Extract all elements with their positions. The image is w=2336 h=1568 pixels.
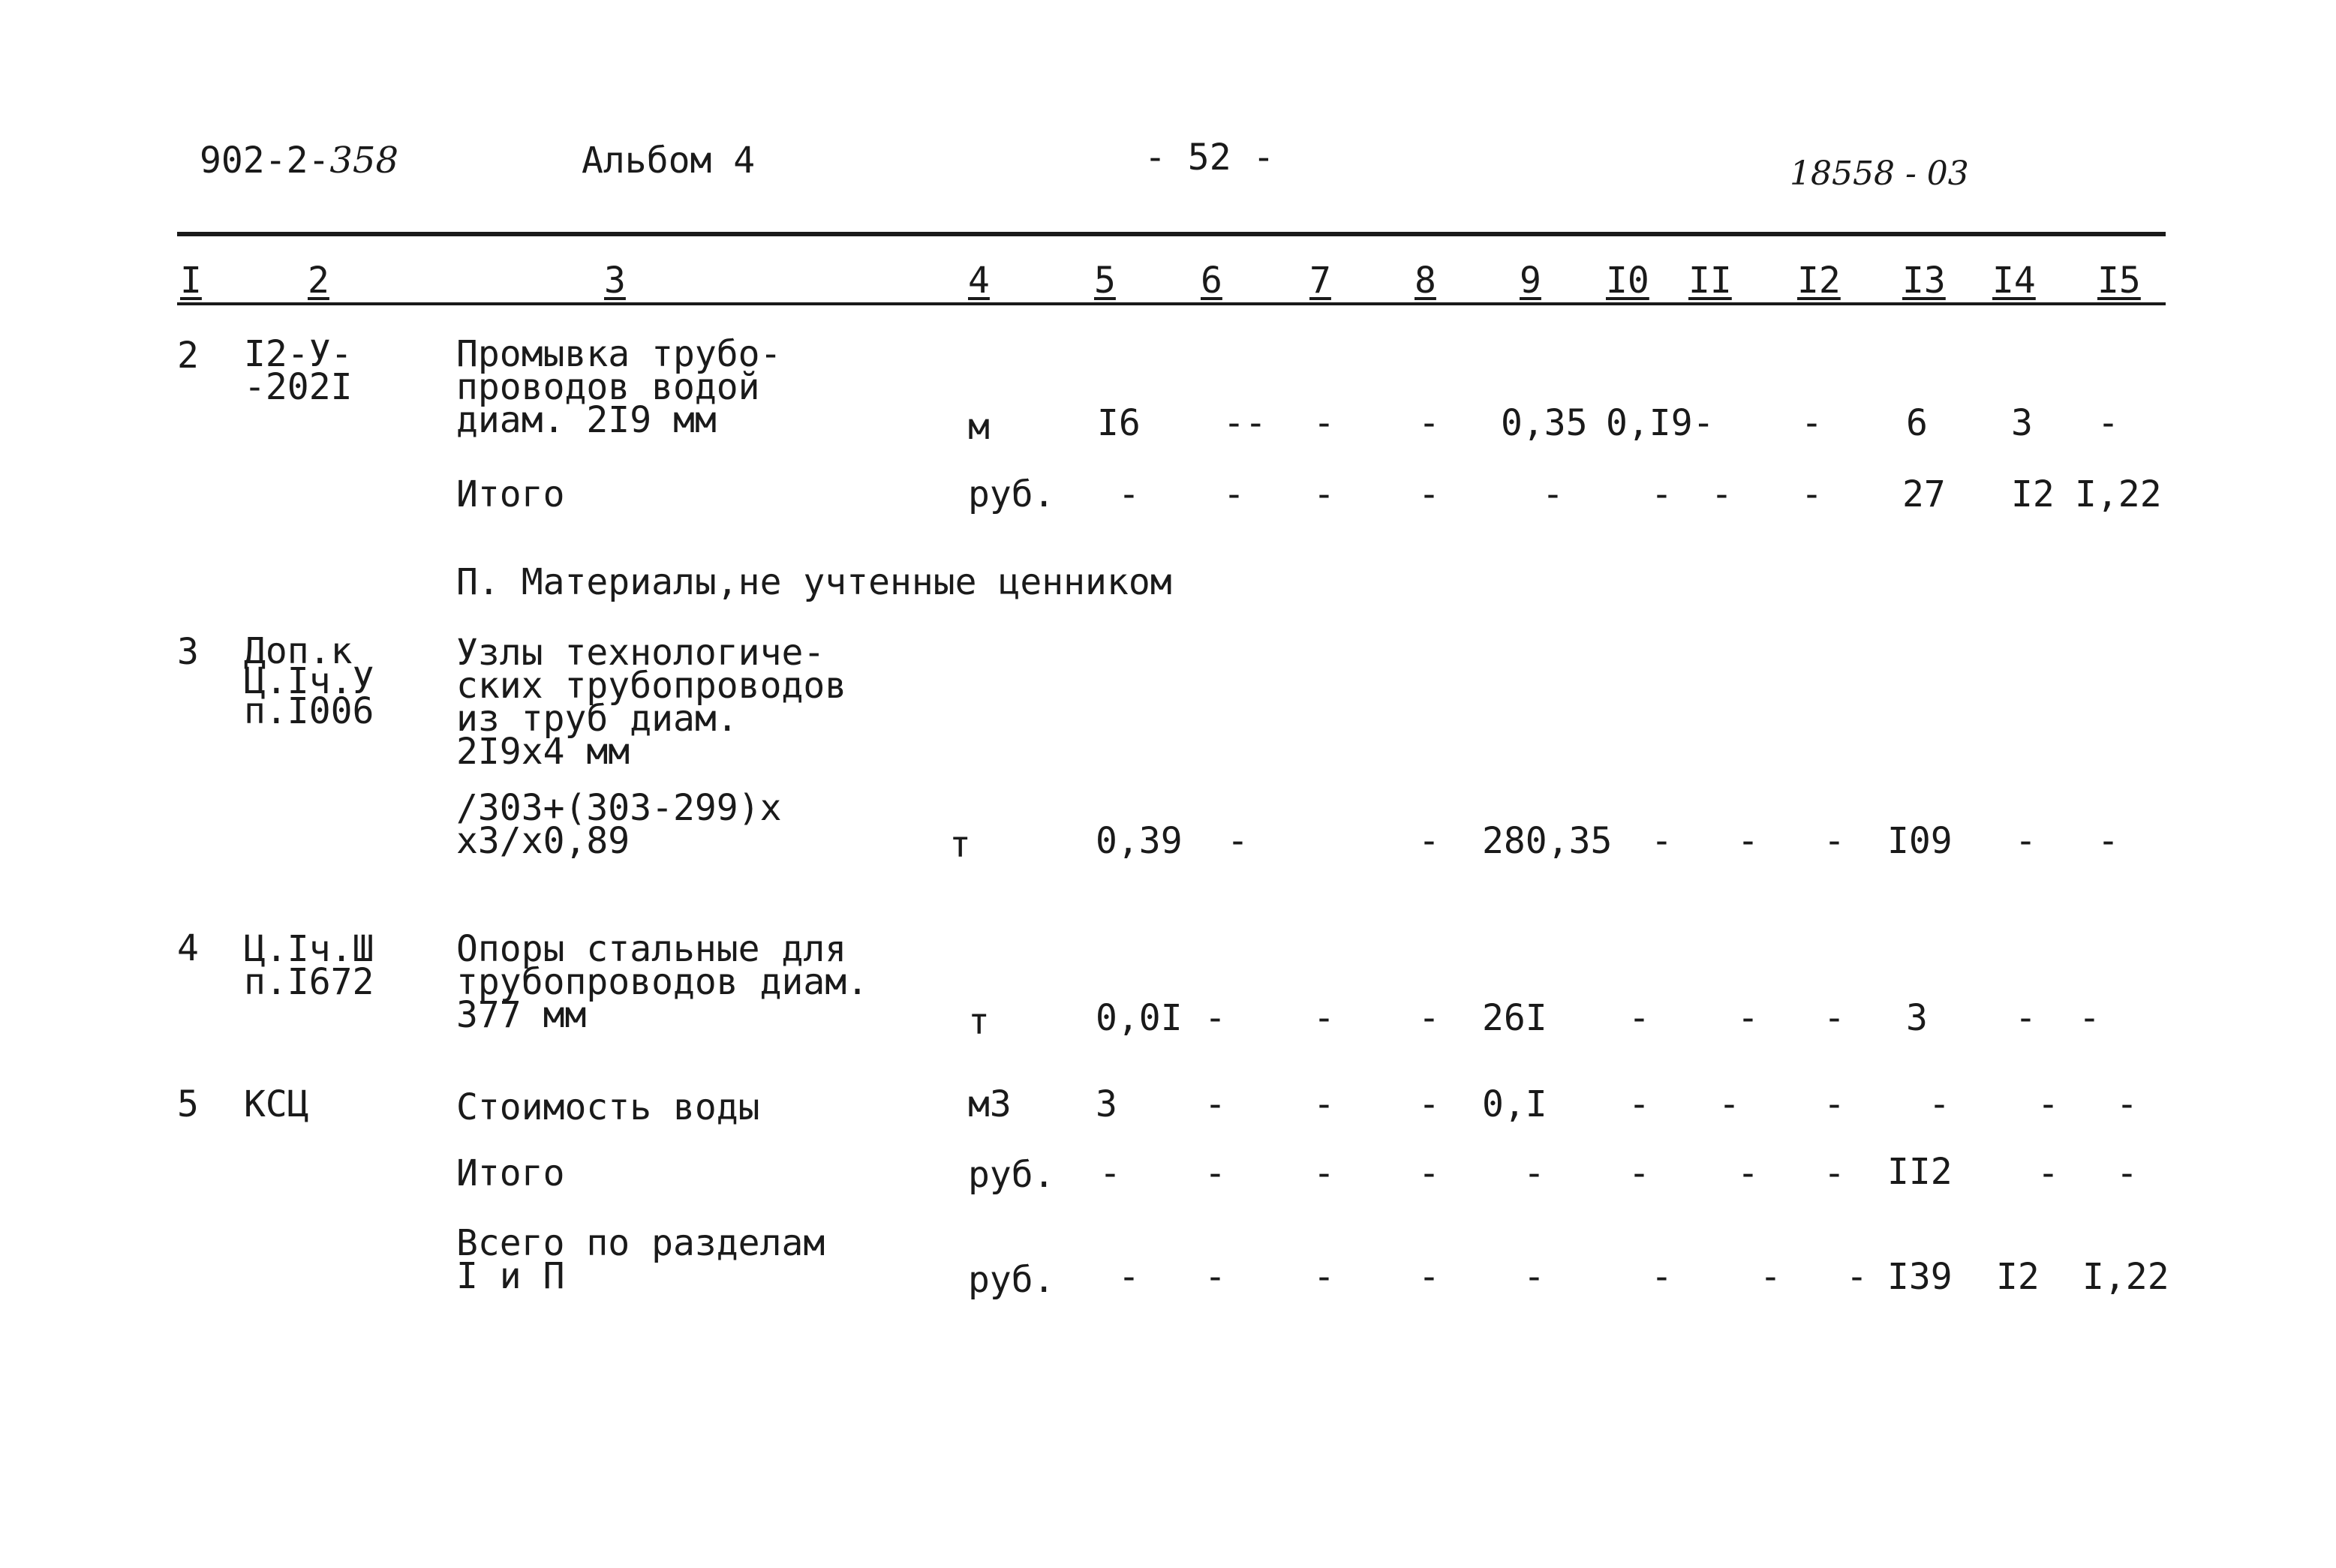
cell-13: I09 bbox=[1887, 820, 1953, 862]
cell-9: - bbox=[1542, 473, 1564, 515]
cell-13: 3 bbox=[1906, 997, 1928, 1039]
page-number: - 52 - bbox=[1144, 137, 1275, 179]
unit: м bbox=[968, 406, 990, 448]
row-number: 4 bbox=[177, 927, 199, 969]
cell-12: - bbox=[1801, 473, 1823, 515]
cell-13: - bbox=[1929, 1083, 1950, 1125]
cell-13: I39 bbox=[1887, 1256, 1953, 1298]
top-rule bbox=[177, 232, 2166, 236]
doc-code-prefix: 902-2- bbox=[200, 140, 330, 182]
col-header-1: I bbox=[180, 260, 202, 302]
cell-10: - bbox=[1651, 820, 1673, 862]
cell-14: - bbox=[2037, 1083, 2059, 1125]
cell-14: 3 bbox=[2011, 402, 2033, 444]
unit: т bbox=[968, 1001, 990, 1043]
cell-7: - bbox=[1313, 473, 1335, 515]
cell-8: - bbox=[1418, 997, 1440, 1039]
cell-6: - bbox=[1223, 473, 1245, 515]
cell-8: - bbox=[1418, 1083, 1440, 1125]
cell-15: - bbox=[2116, 1152, 2138, 1194]
col-header-4: 4 bbox=[968, 260, 990, 302]
cell-9: 0,35 bbox=[1501, 402, 1588, 444]
cell-9: 26I bbox=[1482, 997, 1547, 1039]
cell-12: - bbox=[1823, 1152, 1845, 1194]
cell-11: - bbox=[1737, 1152, 1759, 1194]
cell-5: - bbox=[1099, 1152, 1121, 1194]
cell-11: - bbox=[1737, 820, 1759, 862]
item-name: Узлы технологиче- ских трубопроводов из труб диам. 2I9x4 мм bbox=[456, 632, 847, 773]
unit: руб. bbox=[968, 473, 1055, 515]
cell-10: - bbox=[1651, 1256, 1673, 1298]
cell-13: 27 bbox=[1902, 473, 1946, 515]
row-number: 3 bbox=[177, 631, 199, 673]
calculation-formula: /303+(303-299)x x3/x0,89 bbox=[456, 787, 782, 862]
item-name: Опоры стальные для трубопроводов диам. 377 мм bbox=[456, 928, 869, 1036]
price-code: Доп.к Ц.Iч.У п.I006 bbox=[244, 630, 374, 732]
doc-code bbox=[200, 140, 399, 182]
price-code: I2-У- -202I bbox=[244, 333, 353, 408]
cell-6: -- bbox=[1223, 402, 1267, 444]
cell-11: - bbox=[1718, 1083, 1740, 1125]
col-header-11: II bbox=[1688, 260, 1732, 302]
cell-11: - bbox=[1737, 997, 1759, 1039]
cell-11: - bbox=[1711, 473, 1733, 515]
cell-7: - bbox=[1313, 997, 1335, 1039]
cell-6: - bbox=[1227, 820, 1249, 862]
cell-10: - bbox=[1628, 997, 1650, 1039]
archive-number: 18558 - 03 bbox=[1790, 155, 1969, 193]
cell-5: 0,0I bbox=[1096, 997, 1183, 1039]
cell-11: - bbox=[1760, 1256, 1781, 1298]
album-label: Альбом 4 bbox=[582, 140, 756, 182]
cell-10: - bbox=[1628, 1152, 1650, 1194]
unit: руб. bbox=[968, 1154, 1055, 1196]
cell-5: 3 bbox=[1096, 1083, 1117, 1125]
cell-10: 0,I9- bbox=[1606, 402, 1715, 444]
cell-7: - bbox=[1313, 1083, 1335, 1125]
col-header-6: 6 bbox=[1201, 260, 1222, 302]
subtotal-label: Итого bbox=[456, 1152, 565, 1194]
cell-14: - bbox=[2015, 997, 2037, 1039]
cell-6: - bbox=[1204, 1083, 1226, 1125]
col-header-7: 7 bbox=[1309, 260, 1331, 302]
unit: руб. bbox=[968, 1259, 1055, 1301]
cell-7: - bbox=[1313, 1152, 1335, 1194]
cell-12: - bbox=[1823, 997, 1845, 1039]
cell-12: - bbox=[1846, 1256, 1868, 1298]
cell-8: - bbox=[1418, 1152, 1440, 1194]
cell-10: - bbox=[1628, 1083, 1650, 1125]
cell-10: - bbox=[1651, 473, 1673, 515]
cell-5: - bbox=[1118, 473, 1140, 515]
col-header-3: 3 bbox=[604, 260, 626, 302]
item-name: Стоимость воды bbox=[456, 1086, 760, 1128]
col-header-15: I5 bbox=[2097, 260, 2141, 302]
row-number: 2 bbox=[177, 335, 199, 377]
cell-13: II2 bbox=[1887, 1151, 1953, 1193]
cell-8: - bbox=[1418, 473, 1440, 515]
cell-6: - bbox=[1204, 997, 1226, 1039]
cell-12: - bbox=[1823, 1083, 1845, 1125]
cell-15: - bbox=[2097, 402, 2119, 444]
cell-8: - bbox=[1418, 1256, 1440, 1298]
price-code: КСЦ bbox=[244, 1083, 309, 1125]
cell-14: I2 bbox=[2011, 473, 2055, 515]
row-number: 5 bbox=[177, 1083, 199, 1125]
cell-14: - bbox=[2015, 820, 2037, 862]
cell-7: - bbox=[1313, 402, 1335, 444]
cell-9: 280,35 bbox=[1482, 820, 1613, 862]
col-header-9: 9 bbox=[1520, 260, 1541, 302]
col-header-2: 2 bbox=[308, 260, 329, 302]
col-header-12: I2 bbox=[1797, 260, 1841, 302]
cell-15: I,22 bbox=[2075, 473, 2162, 515]
cell-14: I2 bbox=[1996, 1256, 2040, 1298]
col-header-13: I3 bbox=[1902, 260, 1946, 302]
cell-5: 0,39 bbox=[1096, 820, 1183, 862]
total-label: Всего по разделам I и П bbox=[456, 1222, 825, 1297]
cell-15: I,22 bbox=[2082, 1256, 2169, 1298]
unit: м3 bbox=[968, 1083, 1012, 1125]
col-header-8: 8 bbox=[1415, 260, 1436, 302]
cell-14: - bbox=[2037, 1152, 2059, 1194]
col-header-10: I0 bbox=[1606, 260, 1649, 302]
cell-15: - bbox=[2116, 1083, 2138, 1125]
doc-code-handwritten: 358 bbox=[329, 140, 399, 182]
cell-5: - bbox=[1118, 1256, 1140, 1298]
cell-12: - bbox=[1823, 820, 1845, 862]
col-header-5: 5 bbox=[1094, 260, 1116, 302]
col-header-14: I4 bbox=[1992, 260, 2036, 302]
cell-6: - bbox=[1204, 1256, 1226, 1298]
cell-8: - bbox=[1418, 820, 1440, 862]
unit: т bbox=[949, 824, 971, 866]
subtotal-label: Итого bbox=[456, 473, 565, 515]
cell-7: - bbox=[1313, 1256, 1335, 1298]
header-rule bbox=[177, 302, 2166, 305]
cell-9: 0,I bbox=[1482, 1083, 1547, 1125]
cell-12: - bbox=[1801, 402, 1823, 444]
cell-9: - bbox=[1523, 1256, 1545, 1298]
cell-6: - bbox=[1204, 1152, 1226, 1194]
cell-8: - bbox=[1418, 402, 1440, 444]
section-heading: П. Материалы,не учтенные ценником bbox=[456, 561, 1172, 603]
cell-15: - bbox=[2097, 820, 2119, 862]
cell-9: - bbox=[1523, 1152, 1545, 1194]
cell-5: I6 bbox=[1097, 402, 1141, 444]
cell-15: - bbox=[2079, 997, 2100, 1039]
cell-13: 6 bbox=[1906, 402, 1928, 444]
item-name: Промывка трубо- проводов водой диам. 2I9 мм bbox=[456, 333, 782, 441]
price-code: Ц.Iч.Ш п.I672 bbox=[244, 928, 374, 1003]
